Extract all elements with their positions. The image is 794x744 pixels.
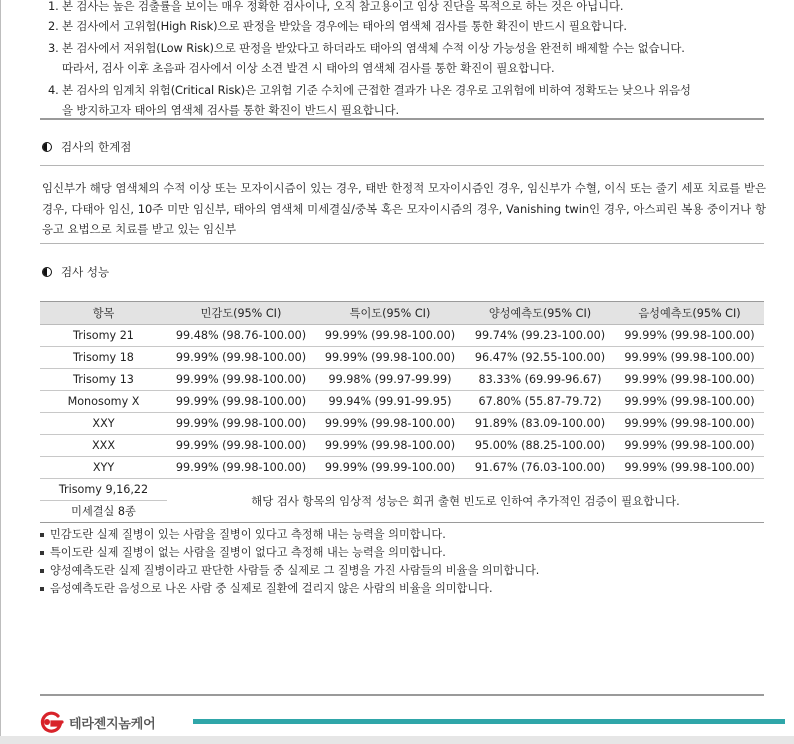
table-cell: Trisomy 21 bbox=[40, 325, 167, 347]
table-cell: Trisomy 18 bbox=[40, 347, 167, 369]
note-line: 따라서, 검사 이후 초음파 검사에서 이상 소견 발견 시 태아의 염색체 검사를 통한 확진이 필요합니다. bbox=[62, 61, 555, 75]
note-number: 3. bbox=[48, 41, 59, 55]
note-line: 본 검사의 임계치 위험(Critical Risk)은 고위험 기준 수치에 근접한 결과가 나온 경우로 고위험에 비하여 정확도는 낮으나 위음성 bbox=[62, 83, 691, 97]
table-cell: 99.99% (99.98-100.00) bbox=[615, 435, 764, 457]
header-item: 항목 bbox=[40, 302, 167, 325]
table-row bbox=[40, 391, 764, 413]
performance-heading bbox=[42, 264, 109, 280]
bullet-icon bbox=[40, 533, 44, 537]
table-cell: 99.99% (99.98-100.00) bbox=[167, 391, 315, 413]
note-number: 2. bbox=[48, 19, 59, 33]
table-cell: 99.99% (99.98-100.00) bbox=[167, 435, 315, 457]
table-cell: 99.99% (99.98-100.00) bbox=[167, 413, 315, 435]
table-cell: XYY bbox=[40, 457, 167, 479]
definition-text: 민감도란 실제 질병이 있는 사람을 질병이 있다고 측정해 내는 능력을 의미합니다. bbox=[50, 528, 446, 541]
header-sensitivity: 민감도(95% CI) bbox=[167, 302, 315, 325]
extra-note: 해당 검사 항목의 임상적 성능은 희귀 출현 빈도로 인하여 추가적인 검증이 필요합니다. bbox=[251, 494, 680, 508]
table-cell: 83.33% (69.99-96.67) bbox=[465, 369, 615, 391]
bullet-icon bbox=[40, 587, 44, 591]
definition-item bbox=[40, 526, 539, 544]
table-cell: 99.99% (99.98-100.00) bbox=[615, 391, 764, 413]
extra-items-block bbox=[40, 479, 764, 523]
bullet-icon bbox=[40, 569, 44, 573]
notes-list bbox=[44, 0, 764, 120]
table-cell: 99.74% (99.23-100.00) bbox=[465, 325, 615, 347]
definition-text: 양성예측도란 실제 질병이라고 판단한 사람들 중 실제로 그 질병을 가진 사람들의 비율을 의미합니다. bbox=[50, 564, 540, 577]
performance-title: 검사 성능 bbox=[61, 265, 110, 279]
table-cell: 99.99% (99.98-100.00) bbox=[615, 369, 764, 391]
company-name: 테라젠지놈케어 bbox=[69, 716, 156, 732]
definition-text: 특이도란 실제 질병이 없는 사람을 질병이 없다고 측정해 내는 능력을 의미합니다. bbox=[50, 546, 446, 559]
table-row bbox=[40, 435, 764, 457]
footer-divider bbox=[40, 694, 764, 696]
table-row bbox=[40, 457, 764, 479]
section-divider bbox=[40, 243, 764, 244]
table-cell: Monosomy X bbox=[40, 391, 167, 413]
section-divider bbox=[40, 165, 764, 166]
definition-item bbox=[40, 562, 539, 580]
logo-icon bbox=[36, 711, 66, 733]
table-cell: 91.89% (83.09-100.00) bbox=[465, 413, 615, 435]
table-cell: 99.99% (99.98-100.00) bbox=[167, 347, 315, 369]
table-cell: 99.99% (99.98-100.00) bbox=[315, 347, 465, 369]
note-number: 1. bbox=[48, 0, 59, 13]
extra-item: Trisomy 9,16,22 bbox=[40, 479, 167, 501]
header-ppv: 양성예측도(95% CI) bbox=[465, 302, 615, 325]
note-item bbox=[44, 16, 764, 36]
table-cell: 99.99% (99.98-100.00) bbox=[315, 413, 465, 435]
note-line: 본 검사에서 저위험(Low Risk)으로 판정을 받았다고 하더라도 태아의 염색체 수적 이상 가능성을 완전히 배제할 수는 없습니다. bbox=[62, 41, 685, 55]
table-header-row bbox=[40, 302, 764, 325]
table-cell: 99.99% (99.98-100.00) bbox=[615, 325, 764, 347]
extra-item: 미세결실 8종 bbox=[71, 505, 136, 518]
half-circle-icon bbox=[42, 142, 52, 152]
limits-title: 검사의 한계점 bbox=[61, 140, 132, 154]
limits-text: 임신부가 해당 염색체의 수적 이상 또는 모자이시즘이 있는 경우, 태반 한정적 모자이시즘인 경우, 임신부가 수혈, 이식 또는 줄기 세포 치료를 받은 경우, 다태아 임신, 10주 미만 임신부, 태아의 염색체 미세결실/중복 혹은 모자이시즘의 경우, Vanishing twin인 경우, 아스피린 복용 중이거나 항 응고 요법으로 치료를 받고 있는 임신부 bbox=[42, 181, 766, 236]
table-cell: 96.47% (92.55-100.00) bbox=[465, 347, 615, 369]
page-left-border bbox=[0, 0, 1, 736]
table-row bbox=[40, 347, 764, 369]
table-cell: 99.94% (99.91-99.95) bbox=[315, 391, 465, 413]
limits-heading bbox=[42, 139, 131, 155]
table-cell: 99.99% (99.99-100.00) bbox=[315, 457, 465, 479]
note-item bbox=[44, 0, 764, 16]
note-number: 4. bbox=[48, 83, 59, 97]
table-cell: 99.99% (99.98-100.00) bbox=[167, 369, 315, 391]
table-cell: 99.99% (99.98-100.00) bbox=[615, 347, 764, 369]
note-item bbox=[44, 38, 764, 78]
half-circle-icon bbox=[42, 267, 52, 277]
table-cell: XXY bbox=[40, 413, 167, 435]
table-cell: XXX bbox=[40, 435, 167, 457]
table-cell: 99.48% (98.76-100.00) bbox=[167, 325, 315, 347]
table-cell: 67.80% (55.87-79.72) bbox=[465, 391, 615, 413]
section-divider bbox=[40, 118, 764, 120]
definition-text: 음성예측도란 음성으로 나온 사람 중 실제로 질환에 걸리지 않은 사람의 비율을 의미합니다. bbox=[50, 582, 493, 595]
definition-item bbox=[40, 580, 539, 598]
table-cell: 99.99% (99.98-100.00) bbox=[167, 457, 315, 479]
header-specificity: 특이도(95% CI) bbox=[315, 302, 465, 325]
header-npv: 음성예측도(95% CI) bbox=[615, 302, 764, 325]
table-cell: 99.99% (99.98-100.00) bbox=[615, 457, 764, 479]
table-cell: Trisomy 13 bbox=[40, 369, 167, 391]
note-line: 을 방지하고자 태아의 염색체 검사를 통한 확진이 반드시 필요합니다. bbox=[62, 103, 399, 117]
definition-item bbox=[40, 544, 539, 562]
table-cell: 95.00% (88.25-100.00) bbox=[465, 435, 615, 457]
company-logo bbox=[36, 711, 156, 733]
table-cell: 99.99% (99.98-100.00) bbox=[315, 325, 465, 347]
table-row bbox=[40, 413, 764, 435]
bullet-icon bbox=[40, 551, 44, 555]
definitions-list bbox=[40, 526, 539, 598]
table-cell: 99.99% (99.98-100.00) bbox=[615, 413, 764, 435]
table-cell: 99.99% (99.98-100.00) bbox=[315, 435, 465, 457]
page-bottom-band bbox=[0, 736, 794, 744]
performance-table bbox=[40, 301, 764, 479]
note-item bbox=[44, 80, 764, 120]
footer-accent-bar bbox=[193, 719, 785, 724]
table-cell: 99.98% (99.97-99.99) bbox=[315, 369, 465, 391]
table-row bbox=[40, 325, 764, 347]
note-line: 본 검사에서 고위험(High Risk)으로 판정을 받았을 경우에는 태아의 염색체 검사를 통한 확진이 반드시 필요합니다. bbox=[62, 19, 627, 33]
note-line: 본 검사는 높은 검출률을 보이는 매우 정확한 검사이나, 오직 참고용이고 임상 진단을 목적으로 하는 것은 아닙니다. bbox=[62, 0, 624, 13]
table-cell: 91.67% (76.03-100.00) bbox=[465, 457, 615, 479]
table-row bbox=[40, 369, 764, 391]
